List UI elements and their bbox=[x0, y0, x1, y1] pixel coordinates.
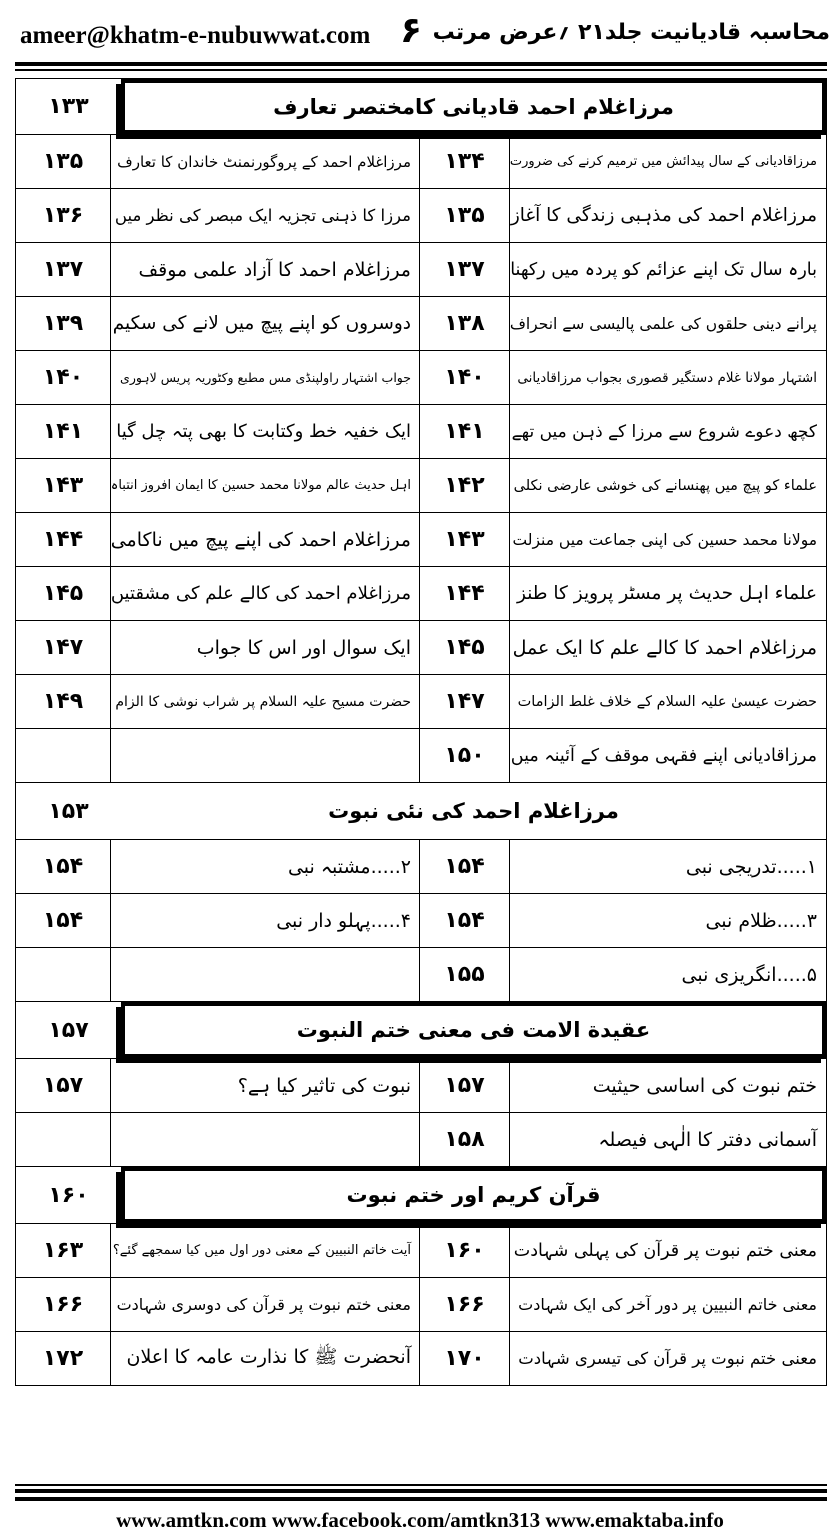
toc-entry-title[interactable]: اہل حدیث عالم مولانا محمد حسین کا ایمان افروز انتباہ bbox=[110, 459, 419, 512]
toc-entry-page: ۱۶۶ bbox=[42, 1292, 84, 1317]
section-title[interactable]: مرزاغلام احمد کی نئی نبوت bbox=[328, 799, 619, 823]
toc-entry-page: ۱۶۰ bbox=[419, 1224, 509, 1277]
toc-row bbox=[15, 840, 827, 894]
section-page-number: ۱۳۳ bbox=[48, 94, 89, 119]
toc-entry-title[interactable]: حضرت عیسیٰ علیہ السلام کے خلاف غلط الزامات bbox=[509, 675, 825, 728]
toc-entry-title[interactable]: ۴.....پہلو دار نبی bbox=[110, 894, 419, 947]
toc-entry-page: ۱۳۷ bbox=[42, 257, 84, 282]
toc-entry-page: ۱۶۳ bbox=[42, 1238, 84, 1263]
page-number: ۶ bbox=[400, 10, 422, 51]
toc-entry-page: ۱۵۴ bbox=[42, 854, 84, 879]
toc-entry-title[interactable]: حضرت مسیح علیہ السلام پر شراب نوشی کا الزام bbox=[110, 675, 419, 728]
section-header bbox=[15, 1002, 827, 1059]
toc-entry-title[interactable]: پرانے دینی حلقوں کی علمی پالیسی سے انحراف bbox=[509, 297, 825, 350]
toc-entry-title[interactable]: معنی خاتم النبیین پر دور آخر کی ایک شہادت bbox=[509, 1278, 825, 1331]
toc-row bbox=[15, 729, 827, 783]
toc-entry-title[interactable]: ۵.....انگریزی نبی bbox=[509, 948, 825, 1001]
toc-row bbox=[15, 894, 827, 948]
toc-row bbox=[15, 1332, 827, 1386]
toc-row bbox=[15, 567, 827, 621]
footer-rule-thin bbox=[15, 1484, 827, 1486]
toc-entry-title[interactable]: ۱.....تدریجی نبی bbox=[509, 840, 825, 893]
toc-entry-page: ۱۳۶ bbox=[42, 203, 84, 228]
toc-entry-title[interactable]: دوسروں کو اپنے پیچ میں لانے کی سکیم bbox=[110, 297, 419, 350]
toc-entry-page: ۱۴۵ bbox=[419, 621, 509, 674]
toc-entry-page: ۱۴۳ bbox=[419, 513, 509, 566]
toc-entry-page: ۱۴۵ bbox=[42, 581, 84, 606]
toc-entry-page: ۱۴۰ bbox=[42, 365, 84, 390]
toc-entry-page: ۱۴۷ bbox=[419, 675, 509, 728]
toc-row bbox=[15, 513, 827, 567]
toc-entry-page: ۱۳۹ bbox=[42, 311, 84, 336]
toc-entry-page: ۱۵۴ bbox=[419, 840, 509, 893]
toc-entry-title[interactable]: ایک خفیہ خط وکتابت کا بھی پتہ چل گیا bbox=[110, 405, 419, 458]
toc-row bbox=[15, 297, 827, 351]
toc-row bbox=[15, 1059, 827, 1113]
toc-row bbox=[15, 621, 827, 675]
toc-entry-title[interactable]: نبوت کی تاثیر کیا ہے؟ bbox=[110, 1059, 419, 1112]
toc-entry-title[interactable]: آسمانی دفتر کا الٰہی فیصلہ bbox=[509, 1113, 825, 1166]
toc-row bbox=[15, 189, 827, 243]
header-rule-thick bbox=[15, 62, 827, 66]
toc-entry-title[interactable]: علماء اہل حدیث پر مسٹر پرویز کا طنز bbox=[509, 567, 825, 620]
header-email: ameer@khatm-e-nubuwwat.com bbox=[20, 22, 371, 49]
toc-entry-page: ۱۶۶ bbox=[419, 1278, 509, 1331]
toc-entry-page: ۱۴۳ bbox=[42, 473, 84, 498]
section-page-number: ۱۶۰ bbox=[48, 1182, 89, 1208]
toc-entry-title[interactable]: مرزاغلام احمد کے پروگورنمنٹ خاندان کا تعارف bbox=[110, 135, 419, 188]
toc-entry-title[interactable]: مرزاقادیانی اپنے فقہی موقف کے آئینہ میں bbox=[509, 729, 825, 782]
toc-entry-page: ۱۷۰ bbox=[419, 1332, 509, 1385]
toc-entry-page: ۱۳۴ bbox=[419, 135, 509, 188]
toc-row bbox=[15, 1224, 827, 1278]
toc-entry-page: ۱۳۸ bbox=[419, 297, 509, 350]
toc-entry-title[interactable]: مرزاغلام احمد کا آزاد علمی موقف bbox=[110, 243, 419, 296]
toc-entry-title[interactable]: مرزاغلام احمد کا کالے علم کا ایک عمل bbox=[509, 621, 825, 674]
toc-entry-page: ۱۵۵ bbox=[419, 948, 509, 1001]
toc-row bbox=[15, 459, 827, 513]
page-header bbox=[0, 0, 840, 64]
toc-entry-title[interactable]: ۲.....مشتبہ نبی bbox=[110, 840, 419, 893]
toc-entry-title[interactable]: ۳.....ظلام نبی bbox=[509, 894, 825, 947]
toc-entry-page bbox=[16, 729, 110, 782]
toc-entry-title[interactable]: آیت خاتم النبیین کے معنی دور اول میں کیا سمجھے گئے؟ bbox=[110, 1224, 419, 1277]
toc-entry-page: ۱۵۴ bbox=[419, 894, 509, 947]
toc-entry-page bbox=[16, 1113, 110, 1166]
toc-entry-page: ۱۴۴ bbox=[419, 567, 509, 620]
toc-row bbox=[15, 351, 827, 405]
footer-rule-thick-2 bbox=[15, 1497, 827, 1501]
section-title[interactable]: مرزاغلام احمد قادیانی کامختصر تعارف bbox=[121, 79, 826, 134]
toc-entry-title[interactable] bbox=[110, 948, 419, 1001]
toc-entry-title[interactable]: مولانا محمد حسین کی اپنی جماعت میں منزلت bbox=[509, 513, 825, 566]
toc-entry-page: ۱۵۷ bbox=[419, 1059, 509, 1112]
section-header bbox=[15, 783, 827, 840]
toc-row bbox=[15, 405, 827, 459]
toc-entry-title[interactable]: آنحضرت ﷺ کا نذارت عامہ کا اعلان bbox=[110, 1332, 419, 1385]
toc-entry-title[interactable] bbox=[110, 1113, 419, 1166]
toc-entry-page: ۱۵۴ bbox=[42, 908, 84, 933]
toc-entry-title[interactable] bbox=[110, 729, 419, 782]
toc-row bbox=[15, 948, 827, 1002]
toc-row bbox=[15, 1113, 827, 1167]
toc-entry-title[interactable]: بارہ سال تک اپنے عزائم کو پردہ میں رکھنا bbox=[509, 243, 825, 296]
toc-entry-page: ۱۴۱ bbox=[419, 405, 509, 458]
toc-entry-page: ۱۴۷ bbox=[42, 635, 84, 660]
toc-row bbox=[15, 1278, 827, 1332]
toc-entry-title[interactable]: علماء کو پیچ میں پھنسانے کی خوشی عارضی نکلی bbox=[509, 459, 825, 512]
toc-entry-title[interactable]: کچھ دعوے شروع سے مرزا کے ذہن میں تھے bbox=[509, 405, 825, 458]
toc-entry-title[interactable]: مرزاغلام احمد کی اپنے پیچ میں ناکامی bbox=[110, 513, 419, 566]
toc-entry-title[interactable]: مرزاقادیانی کے سال پیدائش میں ترمیم کرنے کی ضرورت bbox=[509, 135, 825, 188]
toc-entry-title[interactable]: ایک سوال اور اس کا جواب bbox=[110, 621, 419, 674]
toc-entry-title[interactable]: معنی ختم نبوت پر قرآن کی تیسری شہادت bbox=[509, 1332, 825, 1385]
toc-entry-page: ۱۴۹ bbox=[42, 689, 84, 714]
toc-entry-title[interactable]: اشتہار مولانا غلام دستگیر قصوری بجواب مرزاقادیانی bbox=[509, 351, 825, 404]
toc-row bbox=[15, 675, 827, 729]
table-of-contents bbox=[15, 78, 827, 1386]
header-rule-thin bbox=[15, 69, 827, 71]
toc-entry-title[interactable]: مرزاغلام احمد کی مذہبی زندگی کا آغاز bbox=[509, 189, 825, 242]
toc-entry-page: ۱۵۰ bbox=[419, 729, 509, 782]
section-page-number: ۱۵۷ bbox=[48, 1017, 89, 1043]
toc-entry-page: ۱۷۲ bbox=[42, 1346, 84, 1371]
section-header bbox=[15, 1167, 827, 1224]
toc-entry-page: ۱۴۰ bbox=[419, 351, 509, 404]
toc-row bbox=[15, 243, 827, 297]
toc-entry-page: ۱۵۷ bbox=[42, 1073, 84, 1098]
section-page-number: ۱۵۳ bbox=[48, 798, 89, 824]
toc-entry-page: ۱۴۱ bbox=[42, 419, 84, 444]
toc-entry-page: ۱۴۴ bbox=[42, 527, 84, 552]
toc-entry-title[interactable]: ختم نبوت کی اساسی حیثیت bbox=[509, 1059, 825, 1112]
book-title: محاسبہ قادیانیت جلد۲۱ ؍عرض مرتب bbox=[432, 20, 830, 45]
section-title[interactable]: قرآن کریم اور ختم نبوت bbox=[121, 1167, 826, 1223]
toc-entry-page: ۱۳۵ bbox=[42, 149, 84, 174]
toc-entry-page: ۱۳۵ bbox=[419, 189, 509, 242]
toc-row bbox=[15, 135, 827, 189]
toc-entry-title[interactable]: معنی ختم نبوت پر قرآن کی دوسری شہادت bbox=[110, 1278, 419, 1331]
section-header bbox=[15, 78, 827, 135]
toc-entry-page: ۱۴۲ bbox=[419, 459, 509, 512]
toc-entry-title[interactable]: معنی ختم نبوت پر قرآن کی پہلی شہادت bbox=[509, 1224, 825, 1277]
footer-links: www.amtkn.com www.facebook.com/amtkn313 www.emaktaba.info bbox=[116, 1508, 724, 1532]
footer-rule-thick bbox=[15, 1489, 827, 1493]
toc-entry-page: ۱۵۸ bbox=[419, 1113, 509, 1166]
toc-entry-page: ۱۳۷ bbox=[419, 243, 509, 296]
toc-entry-title[interactable]: مرزاغلام احمد کی کالے علم کی مشقتیں bbox=[110, 567, 419, 620]
toc-entry-title[interactable]: مرزا کا ذہنی تجزیہ ایک مبصر کی نظر میں bbox=[110, 189, 419, 242]
section-title[interactable]: عقيدة الامت فی معنی ختم النبوت bbox=[121, 1002, 826, 1058]
toc-entry-page bbox=[16, 948, 110, 1001]
toc-entry-title[interactable]: جواب اشتہار راولپنڈی مس مطبع وکٹوریہ پریس لاہوری bbox=[110, 351, 419, 404]
